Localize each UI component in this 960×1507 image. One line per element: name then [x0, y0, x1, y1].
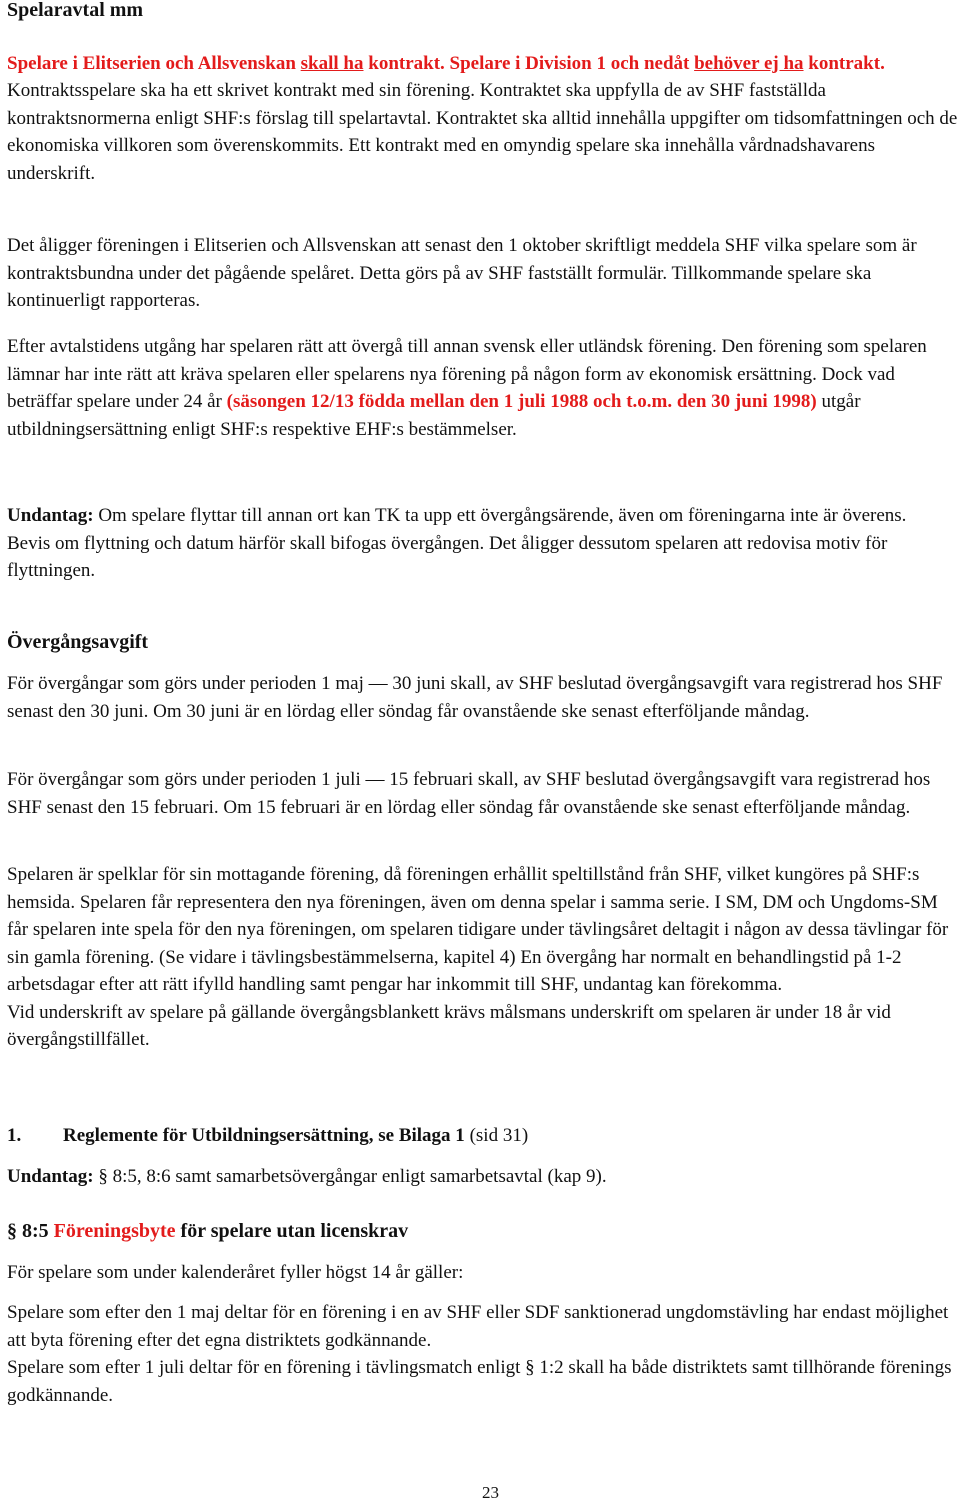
- intro-requirement: [7, 50, 959, 78]
- guardian-signature-text: Vid underskrift av spelare på gällande övergångsblankett krävs målsmans underskrift om spelaren är under 18 år vid övergångstillfället.: [7, 1001, 891, 1050]
- district-approval-text: Spelare som efter den 1 maj deltar för en förening i en av SHF eller SDF sanktionerad ungdomstävling har endast möjlighet att byta förening efter det egna distriktets godkännande.: [7, 1302, 949, 1351]
- fee-july-feb-paragraph: För övergångar som görs under perioden 1 juli — 15 februari skall, av SHF beslutad övergångsavgift vara registrerad hos SHF senast den 15 februari. Om 15 februari är en lördag eller söndag får ovanstående ske senast efterföljande måndag.: [7, 769, 931, 818]
- regulation-title: Reglemente för Utbildningsersättning, se Bilaga 1: [63, 1125, 465, 1146]
- reporting-paragraph: Det åligger föreningen i Elitserien och Allsvenskan att senast den 1 oktober skriftligt meddela SHF vilka spelare som är kontraktsbundna under det pågående spelåret. Detta görs på av SHF fastställt formulär. Tillkommande spelare ska kontinuerligt rapporteras.: [7, 235, 917, 311]
- section-title-rest: för spelare utan licenskrav: [175, 1220, 409, 1242]
- list-item-1: [7, 1122, 959, 1150]
- intro-text-2: kontrakt. Spelare i Division 1 och nedåt: [363, 53, 695, 74]
- page-title: Spelaravtal mm: [7, 0, 144, 21]
- expiry-text: Efter avtalstidens utgång har spelaren rätt att övergå till annan svensk eller utländsk förening. Den förening som spelaren lämnar har inte rätt att kräva spelaren eller spelarens nya förening på någon form av ekonomisk ersättning. Dock vad beträffar spelare under 24 år: [7, 336, 927, 412]
- exception-2-paragraph: [7, 1163, 959, 1191]
- exception-2-text: 8:5, 8:6 samt samarbetsövergångar enligt samarbetsavtal (kap 9).: [107, 1166, 607, 1187]
- section-sign: §: [98, 1166, 108, 1187]
- fee-may-june-paragraph: För övergångar som görs under perioden 1 maj — 30 juni skall, av SHF beslutad övergångsavgift vara registrerad hos SHF senast den 30 juni. Om 30 juni är en lördag eller söndag får ovanstående ske senast efterföljande måndag.: [7, 673, 943, 722]
- contract-paragraph: Kontraktsspelare ska ha ett skrivet kontrakt med sin förening. Kontraktet ska uppfylla de av SHF fastställda kontraktsnormerna enligt SHF:s förslag till spelartavtal. Kontraktet ska alltid innehålla uppgifter om tidsomfattningen och de ekonomiska villkoren som överenskommits. Ett kontrakt med en omyndig spelare ska innehålla vårdnadshavarens underskrift.: [7, 80, 958, 184]
- district-approval-paragraph: [7, 1299, 959, 1409]
- list-number: 1.: [7, 1125, 22, 1146]
- section-sign: §: [7, 1220, 17, 1242]
- season-note: (säsongen 12/13 födda mellan den 1 juli 1988 och t.o.m. den 30 juni 1998): [226, 391, 817, 412]
- eligibility-text: Spelaren är spelklar för sin mottagande förening, då föreningen erhållit speltillstånd från SHF, vilket kungöres på SHF:s hemsida. Spelaren får representera den nya föreningen, även om denna spelar i samma serie. I SM, DM och Ungdoms-SM får spelaren inte spela för den nya föreningen, om spelaren tidigare under tävlingsåret deltagit i någon av dessa tävlingar för sin gamla förening. (Se vidare i tävlingsbestämmelserna, kapitel 4) En övergång har normalt en behandlingstid på 1-2 arbetsdagar efter att rätt ifylld handling samt pengar har inkommit till SHF, undantag kan förekomma.: [7, 864, 949, 995]
- intro-text-1: Spelare i Elitserien och Allsvenskan: [7, 53, 301, 74]
- heading-transfer-fee: Övergångsavgift: [7, 631, 149, 653]
- intro-emphasis-shall: skall ha: [300, 53, 364, 74]
- exception-2-label: Undantag:: [7, 1166, 94, 1187]
- eligibility-paragraph: [7, 861, 959, 1054]
- exception-text: Om spelare flyttar till annan ort kan TK ta upp ett övergångsärende, även om föreningarna inte är överens.: [93, 505, 907, 526]
- page-reference: (sid 31): [464, 1125, 529, 1146]
- exception-proof-text: Bevis om flyttning och datum härför skall bifogas övergången. Det åligger dessutom spelaren att redovisa motiv för flyttningen.: [7, 532, 888, 581]
- page-number: 23: [482, 1483, 499, 1502]
- section-title-highlight: Föreningsbyte: [53, 1220, 176, 1242]
- exception-paragraph: [7, 502, 959, 585]
- intro-emphasis-need-not: behöver ej ha: [694, 53, 804, 74]
- heading-section-8-5: [7, 1218, 959, 1246]
- section-number: 8:5: [22, 1220, 49, 1242]
- age-scope-paragraph: För spelare som under kalenderåret fyller högst 14 år gäller:: [7, 1262, 464, 1283]
- exception-label: Undantag:: [7, 505, 94, 526]
- expiry-text-end: utgår utbildningsersättning enligt SHF:s respektive EHF:s bestämmelser.: [7, 391, 861, 440]
- intro-text-3: kontrakt.: [803, 53, 885, 74]
- contract-expiry-paragraph: [7, 333, 959, 443]
- club-approval-text: Spelare som efter 1 juli deltar för en förening i tävlingsmatch enligt § 1:2 skall ha både distriktets samt tillhörande förenings godkännande.: [7, 1357, 952, 1406]
